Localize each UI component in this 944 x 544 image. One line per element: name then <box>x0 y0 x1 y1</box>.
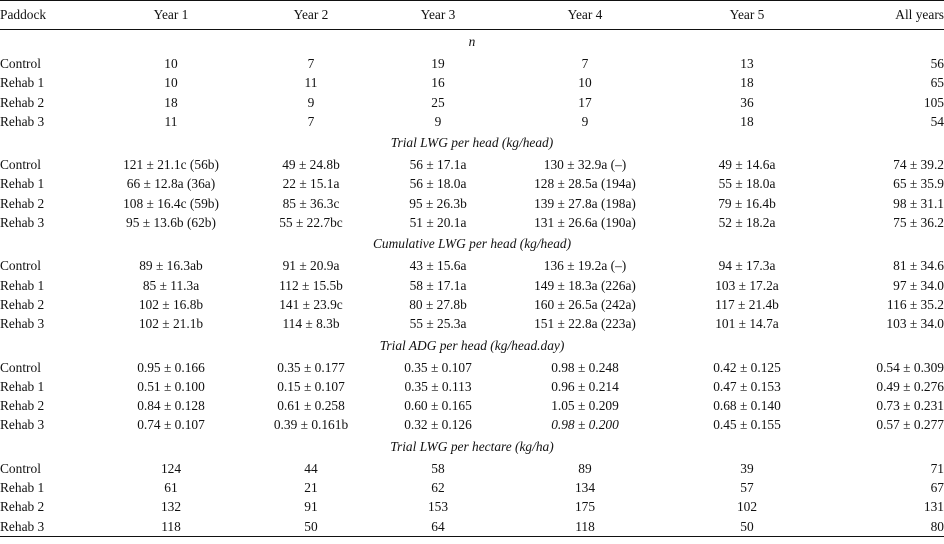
cell-year-3: 0.35 ± 0.113 <box>404 378 472 394</box>
row-label-rehab-3: Rehab 3 <box>0 316 45 332</box>
row-label-rehab-3: Rehab 3 <box>0 113 45 129</box>
cell-year-4: 7 <box>581 56 589 71</box>
cell-year-2: 112 ± 15.5b <box>279 277 343 293</box>
cell-year-2: 0.15 ± 0.107 <box>277 378 345 394</box>
cell-year-4: 130 ± 32.9a (–) <box>543 157 627 173</box>
cell-all-years: 74 ± 39.2 <box>893 157 944 173</box>
cell-year-3: 16 <box>431 75 445 91</box>
cell-year-4: 149 ± 18.3a (226a) <box>534 277 636 293</box>
table-row <box>0 459 944 478</box>
cell-year-5: 36 <box>740 94 754 110</box>
cell-all-years: 97 ± 34.0 <box>893 277 944 293</box>
cell-year-3: 19 <box>431 56 445 71</box>
table-row <box>0 194 944 213</box>
column-header-year-3: Year 3 <box>378 1 498 30</box>
cell-year-2: 0.39 ± 0.161b <box>273 417 349 433</box>
cell-year-5: 79 ± 16.4b <box>718 195 776 211</box>
cell-year-3: 51 ± 20.1a <box>409 215 467 231</box>
cell-year-5: 117 ± 21.4b <box>715 296 779 312</box>
cell-year-3: 95 ± 26.3b <box>409 195 467 211</box>
cell-year-4: 134 <box>574 480 596 496</box>
column-header-year-5: Year 5 <box>672 1 822 30</box>
cell-year-3: 0.60 ± 0.165 <box>404 398 472 414</box>
cell-year-5: 0.42 ± 0.125 <box>713 359 781 375</box>
cell-year-3: 0.32 ± 0.126 <box>404 417 472 433</box>
column-header-year-1: Year 1 <box>98 1 244 30</box>
cell-year-2: 91 <box>304 499 318 515</box>
cell-year-5: 0.68 ± 0.140 <box>713 398 781 414</box>
cell-all-years: 0.49 ± 0.276 <box>876 378 944 394</box>
cell-year-3: 25 <box>431 94 445 110</box>
cell-all-years: 103 ± 34.0 <box>886 316 944 332</box>
cell-year-1: 121 ± 21.1c (56b) <box>123 157 219 173</box>
cell-year-3: 64 <box>378 517 498 537</box>
table-row <box>0 213 944 232</box>
cell-year-4: 151 ± 22.8a (223a) <box>534 316 636 332</box>
cell-year-4: 1.05 ± 0.209 <box>551 398 619 414</box>
cell-year-4: 0.98 ± 0.200 <box>551 417 619 433</box>
cell-year-1: 11 <box>164 113 178 129</box>
cell-year-5: 50 <box>672 517 822 537</box>
section-title-trial-adg-per-head-kg-head-day: Trial ADG per head (kg/head.day) <box>379 337 565 353</box>
table-row <box>0 415 944 434</box>
row-label-rehab-1: Rehab 1 <box>0 176 45 192</box>
section-heading-row <box>0 435 944 459</box>
cell-year-3: 43 ± 15.6a <box>409 258 467 274</box>
table-row <box>0 517 944 537</box>
cell-year-3: 56 ± 18.0a <box>409 176 467 192</box>
table-body <box>0 30 944 537</box>
cell-year-2: 0.61 ± 0.258 <box>277 398 345 414</box>
cell-year-1: 132 <box>160 499 182 515</box>
cell-all-years: 116 ± 35.2 <box>886 296 944 312</box>
cell-year-5: 52 ± 18.2a <box>718 215 776 231</box>
row-label-rehab-2: Rehab 2 <box>0 398 45 414</box>
table-row <box>0 93 944 112</box>
cell-year-4: 160 ± 26.5a (242a) <box>534 296 636 312</box>
cell-all-years: 65 ± 35.9 <box>893 176 944 192</box>
cell-year-1: 0.84 ± 0.128 <box>137 398 205 414</box>
cell-year-1: 102 ± 21.1b <box>138 316 204 332</box>
table-row <box>0 276 944 295</box>
row-label-rehab-2: Rehab 2 <box>0 499 45 515</box>
table-row <box>0 112 944 131</box>
table-row <box>0 358 944 377</box>
section-title-trial-lwg-per-head-kg-head: Trial LWG per head (kg/head) <box>390 135 554 151</box>
section-heading-row <box>0 131 944 155</box>
cell-year-1: 118 <box>98 517 244 537</box>
cell-year-5: 102 <box>736 499 758 515</box>
cell-year-3: 58 ± 17.1a <box>409 277 467 293</box>
cell-year-5: 94 ± 17.3a <box>718 258 776 274</box>
cell-year-2: 9 <box>307 94 315 110</box>
section-heading-row <box>0 232 944 256</box>
cell-year-2: 55 ± 22.7bc <box>279 215 343 231</box>
cell-year-4: 0.96 ± 0.214 <box>551 378 619 394</box>
row-label-rehab-2: Rehab 2 <box>0 94 45 110</box>
cell-year-5: 0.45 ± 0.155 <box>713 417 781 433</box>
cell-year-1: 0.51 ± 0.100 <box>137 378 205 394</box>
table-row <box>0 497 944 516</box>
cell-all-years: 105 <box>923 94 944 110</box>
column-header-year-2: Year 2 <box>244 1 378 30</box>
cell-year-1: 0.95 ± 0.166 <box>137 359 205 375</box>
section-heading-row <box>0 334 944 358</box>
cell-year-2: 114 ± 8.3b <box>282 316 340 332</box>
row-label-rehab-1: Rehab 1 <box>0 480 45 496</box>
section-heading-row <box>0 30 944 55</box>
cell-year-4: 175 <box>574 499 596 515</box>
cell-year-4: 118 <box>498 517 672 537</box>
row-label-rehab-1: Rehab 1 <box>0 378 45 394</box>
cell-all-years: 65 <box>930 75 944 91</box>
cell-year-1: 61 <box>164 480 178 496</box>
cell-year-5: 13 <box>740 56 754 71</box>
cell-year-2: 50 <box>244 517 378 537</box>
row-label-control: Control <box>0 258 41 274</box>
cell-year-4: 0.98 ± 0.248 <box>551 359 619 375</box>
cell-year-4: 128 ± 28.5a (194a) <box>534 176 636 192</box>
table-row <box>0 155 944 174</box>
cell-year-3: 55 ± 25.3a <box>409 316 467 332</box>
cell-all-years: 54 <box>930 113 944 129</box>
column-header-all-years: All years <box>822 1 944 30</box>
section-title-trial-lwg-per-hectare-kg-ha: Trial LWG per hectare (kg/ha) <box>390 438 554 454</box>
cell-all-years: 56 <box>930 56 944 71</box>
section-title-n: n <box>468 34 476 49</box>
cell-all-years: 71 <box>930 460 944 476</box>
table-row <box>0 478 944 497</box>
cell-all-years: 67 <box>930 480 944 496</box>
table-row <box>0 174 944 193</box>
row-label-rehab-1: Rehab 1 <box>0 75 45 91</box>
cell-year-2: 49 ± 24.8b <box>282 157 340 173</box>
table-row <box>0 377 944 396</box>
cell-year-4: 139 ± 27.8a (198a) <box>534 195 636 211</box>
row-label-rehab-3: Rehab 3 <box>0 215 45 231</box>
header-row <box>0 1 944 30</box>
row-label-rehab-3: Rehab 3 <box>0 517 98 537</box>
table-row <box>0 314 944 333</box>
cell-all-years: 98 ± 31.1 <box>893 195 944 211</box>
cell-year-4: 131 ± 26.6a (190a) <box>534 215 636 231</box>
cell-year-3: 58 <box>431 460 445 476</box>
cell-year-4: 89 <box>578 460 592 476</box>
cell-year-2: 91 ± 20.9a <box>282 258 340 274</box>
cell-all-years: 0.54 ± 0.309 <box>876 359 944 375</box>
cell-year-3: 0.35 ± 0.107 <box>404 359 472 375</box>
cell-year-5: 57 <box>740 480 754 496</box>
cell-year-2: 141 ± 23.9c <box>279 296 343 312</box>
cell-year-1: 10 <box>164 56 178 71</box>
cell-year-5: 49 ± 14.6a <box>718 157 776 173</box>
cell-year-1: 85 ± 11.3a <box>142 277 200 293</box>
cell-all-years: 75 ± 36.2 <box>893 215 944 231</box>
cell-year-5: 103 ± 17.2a <box>715 277 779 293</box>
column-header-year-4: Year 4 <box>498 1 672 30</box>
cell-all-years: 80 <box>822 517 944 537</box>
row-label-rehab-1: Rehab 1 <box>0 277 45 293</box>
row-label-rehab-2: Rehab 2 <box>0 296 45 312</box>
cell-year-1: 66 ± 12.8a (36a) <box>126 176 216 192</box>
section-title-cumulative-lwg-per-head-kg-head: Cumulative LWG per head (kg/head) <box>372 236 572 252</box>
cell-year-5: 101 ± 14.7a <box>715 316 779 332</box>
row-label-control: Control <box>0 157 41 173</box>
cell-year-2: 7 <box>307 113 315 129</box>
cell-year-1: 124 <box>160 460 182 476</box>
cell-year-5: 0.47 ± 0.153 <box>713 378 781 394</box>
cell-all-years: 81 ± 34.6 <box>893 258 944 274</box>
cell-year-1: 95 ± 13.6b (62b) <box>126 215 216 231</box>
cell-year-5: 18 <box>740 75 754 91</box>
table-row <box>0 73 944 92</box>
cell-year-4: 136 ± 19.2a (–) <box>543 258 627 274</box>
table-row <box>0 396 944 415</box>
cell-year-1: 0.74 ± 0.107 <box>137 417 205 433</box>
cell-year-1: 10 <box>164 75 178 91</box>
row-label-control: Control <box>0 56 41 71</box>
cell-year-2: 0.35 ± 0.177 <box>277 359 345 375</box>
cell-year-5: 18 <box>740 113 754 129</box>
table-row <box>0 54 944 73</box>
cell-year-1: 89 ± 16.3ab <box>139 258 203 274</box>
cell-year-3: 153 <box>427 499 449 515</box>
cell-year-2: 44 <box>304 460 318 476</box>
cell-year-2: 7 <box>307 56 315 71</box>
cell-year-3: 62 <box>431 480 445 496</box>
cell-year-4: 9 <box>581 113 589 129</box>
cell-year-1: 102 ± 16.8b <box>138 296 204 312</box>
cell-year-2: 85 ± 36.3c <box>282 195 340 211</box>
cell-year-5: 55 ± 18.0a <box>718 176 776 192</box>
cell-all-years: 0.57 ± 0.277 <box>876 417 944 433</box>
table-row <box>0 256 944 275</box>
cell-year-1: 18 <box>164 94 178 110</box>
cell-year-2: 21 <box>304 480 318 496</box>
row-label-control: Control <box>0 460 41 476</box>
cell-year-2: 22 ± 15.1a <box>282 176 340 192</box>
cell-year-2: 11 <box>304 75 318 91</box>
table-header <box>0 1 944 30</box>
cell-year-1: 108 ± 16.4c (59b) <box>123 195 219 211</box>
cell-year-3: 80 ± 27.8b <box>409 296 467 312</box>
row-label-rehab-2: Rehab 2 <box>0 195 45 211</box>
cell-all-years: 131 <box>923 499 944 515</box>
table-row <box>0 295 944 314</box>
cell-year-5: 39 <box>740 460 754 476</box>
row-label-rehab-3: Rehab 3 <box>0 417 45 433</box>
cell-year-3: 56 ± 17.1a <box>409 157 467 173</box>
row-label-control: Control <box>0 359 41 375</box>
cell-year-4: 10 <box>578 75 592 91</box>
column-header-paddock: Paddock <box>0 1 98 30</box>
cell-year-4: 17 <box>578 94 592 110</box>
cell-year-3: 9 <box>434 113 442 129</box>
cell-all-years: 0.73 ± 0.231 <box>876 398 944 414</box>
